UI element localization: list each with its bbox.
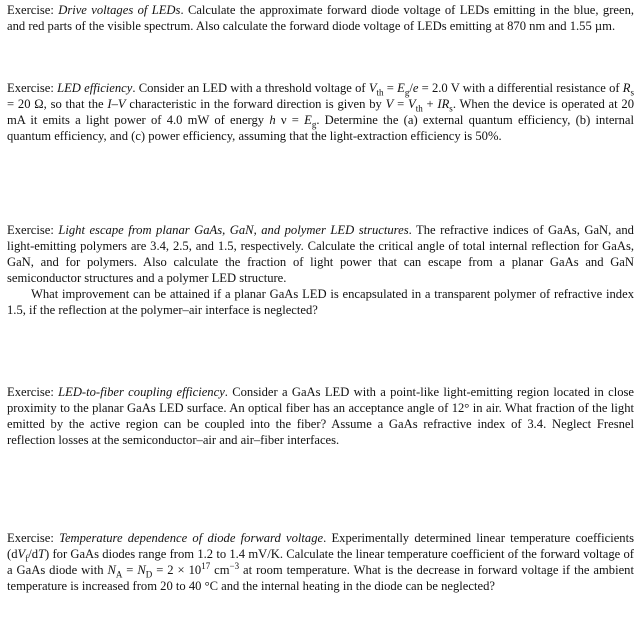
exercise-label: Exercise: — [7, 531, 60, 545]
exercise-paragraph — [7, 530, 634, 594]
exercise-title: LED efficiency — [57, 81, 133, 95]
exercise-body: . Consider an LED with a threshold voltage of $V_{th} = E_g/e = 2.0$ V with a differential resistance of $R_s = 20$ Ω, so that the I–V characteristic in the forward direction is given by $V = V_{th} + IR_s$. When the device is operated at 20 mA it emits a light power of 4.0 mW of energy h $\nu = E_g$. Determine the (a) external quantum efficiency, (b) internal quantum efficiency, and (c) power efficiency, assuming that the light-extraction efficiency is 50%. — [7, 81, 635, 143]
exercise-title: LED-to-fiber coupling efficiency — [58, 385, 225, 399]
exercise-paragraph — [7, 80, 634, 144]
exercise-paragraph — [7, 222, 634, 286]
exercise-drive-voltages — [7, 2, 634, 34]
exercise-label: Exercise: — [7, 3, 59, 17]
exercise-led-fiber-coupling — [7, 384, 634, 448]
exercise-title: Drive voltages of LEDs — [58, 3, 181, 17]
exercise-title: Temperature dependence of diode forward voltage — [59, 531, 324, 545]
exercise-temperature-dependence — [7, 530, 634, 594]
exercise-label: Exercise: — [7, 385, 59, 399]
exercise-label: Exercise: — [7, 81, 58, 95]
exercise-paragraph — [7, 384, 634, 448]
exercise-title: Light escape from planar GaAs, GaN, and polymer LED structures — [58, 223, 409, 237]
exercise-paragraph — [7, 2, 634, 34]
exercise-body: . The refractive indices of GaAs, GaN, and light-emitting polymers are 3.4, 2.5, and 1.5, respectively. Calculate the critical angle of total internal reflection for GaAs, GaN, and for polymers. Also calculate the fraction of light power that can escape from a planar GaAs and GaN semiconductor structures and a polymer LED structure. — [7, 223, 634, 285]
exercise-paragraph-2: What improvement can be attained if a planar GaAs LED is encapsulated in a transparent polymer of refractive index 1.5, if the reflection at the polymer–air interface is neglected? — [7, 287, 634, 317]
exercise-body: . Calculate the approximate forward diode voltage of LEDs emitting in the blue, green, and red parts of the visible spectrum. Also calculate the forward diode voltage of LEDs emitting at 870 nm and 1.55 µm. — [7, 3, 635, 33]
exercise-light-escape — [7, 222, 634, 318]
exercise-led-efficiency — [7, 80, 634, 144]
exercise-body: . Experimentally determined linear temperature coefficients $(dV_f/dT)$ for GaAs diodes range from 1.2 to 1.4 mV/K. Calculate the linear temperature coefficient of the forward voltage of a GaAs diode with $N_A = N_D = 2 \times 10^{17}$ $cm^{-3}$ at room temperature. What is the decrease in forward voltage if the ambient temperature is increased from 20 to 40 °C and the internal heating in the diode can be neglected? — [7, 531, 634, 593]
exercise-label: Exercise: — [7, 223, 59, 237]
exercise-body: . Consider a GaAs LED with a point-like light-emitting region located in close proximity to the planar GaAs LED surface. An optical fiber has an acceptance angle of 12° in air. What fraction of the light emitted by the active region can be coupled into the fiber? Assume a GaAs refractive index of 3.4. Neglect Fresnel reflection losses at the semiconductor–air and air–fiber interfaces. — [7, 385, 634, 447]
